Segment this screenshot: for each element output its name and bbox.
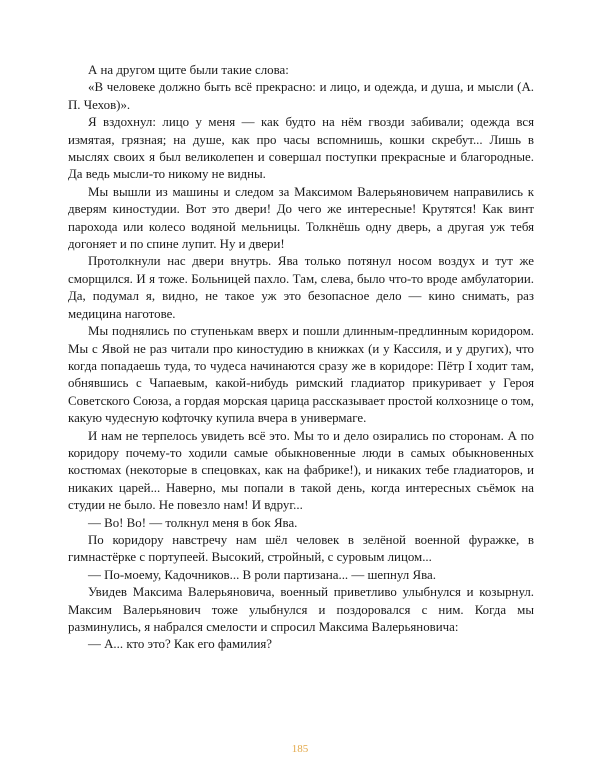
paragraph: По коридору навстречу нам шёл человек в зелёной военной фуражке, в гимнастёрке с портупеей. Высокий, стройный, с суровым лицом... bbox=[68, 532, 534, 565]
paragraph: — По-моему, Кадочников... В роли партизана... — шепнул Ява. bbox=[88, 567, 436, 582]
page-number: 185 bbox=[291, 743, 309, 755]
paragraph: И нам не терпелось увидеть всё это. Мы то и дело озирались по сторонам. А по коридору почему-то ходили самые обыкновенные люди в самых обыкновенных костюмах (некоторые в спецовках, как на фабрике!), и никаких тебе гладиаторов, и никаких царей... Наверно, мы попали в такой день, когда интересных съёмок на студии не было. Не повезло нам! И вдруг... bbox=[68, 428, 534, 513]
paragraph: Увидев Максима Валерьяновича, военный приветливо улыбнулся и козырнул. Максим Валерьянович тоже улыбнулся и поздоровался с ним. Когда мы разминулись, я набрался смелости и спросил Максима Валерьяновича: bbox=[68, 585, 534, 634]
paragraph: Протолкнули нас двери внутрь. Ява только потянул носом воздух и тут же сморщился. И я тоже. Больницей пахло. Там, слева, было что-то вроде амбулатории. Да, подумал я, видно, не такое уж это безопасное дело — кино снимать, раз медицина наготове. bbox=[68, 254, 534, 321]
paragraph: «В человеке должно быть всё прекрасно: и лицо, и одежда, и душа, и мысли (А. П. Чехов)». bbox=[68, 80, 534, 112]
paragraph: — Во! Во! — толкнул меня в бок Ява. bbox=[88, 515, 298, 530]
paragraph: Мы вышли из машины и следом за Максимом Валерьяновичем направились к дверям киностудии. Вот это двери! До чего же интересные! Крутятся! Как винт парохода или колесо водяной мельницы. Толкнёшь одну дверь, а другая уж тебя догоняет и по спине лупит. Ну и двери! bbox=[68, 184, 534, 252]
paragraph: Я вздохнул: лицо у меня — как будто на нём гвозди забивали; одежда вся измятая, грязная; на душе, как про часы вспомнишь, кошки скребут... Лишь в мыслях своих я был великолепен и совершал поступки прекрасные и благородные. Да ведь мысли-то никому не видны. bbox=[68, 115, 534, 182]
paragraph: А на другом щите были такие слова: bbox=[88, 63, 289, 77]
page-text bbox=[68, 62, 534, 654]
paragraph: — А... кто это? Как его фамилия? bbox=[88, 637, 273, 652]
paragraph: Мы поднялись по ступенькам вверх и пошли длинным-предлинным коридором. Мы с Явой не раз читали про киностудию в книжках (и у Кассиля, и у других), что когда попадаешь туда, то чудеса начинаются сразу же в коридоре: Пётр I ходит там, обнявшись с Чапаевым, какой-нибудь римский гладиатор прикуривает у Героя Советского Союза, а гордая морская царица рассказывает простой колхознице о том, какую чудесную кофточку купила вчера в универмаге. bbox=[68, 324, 534, 426]
